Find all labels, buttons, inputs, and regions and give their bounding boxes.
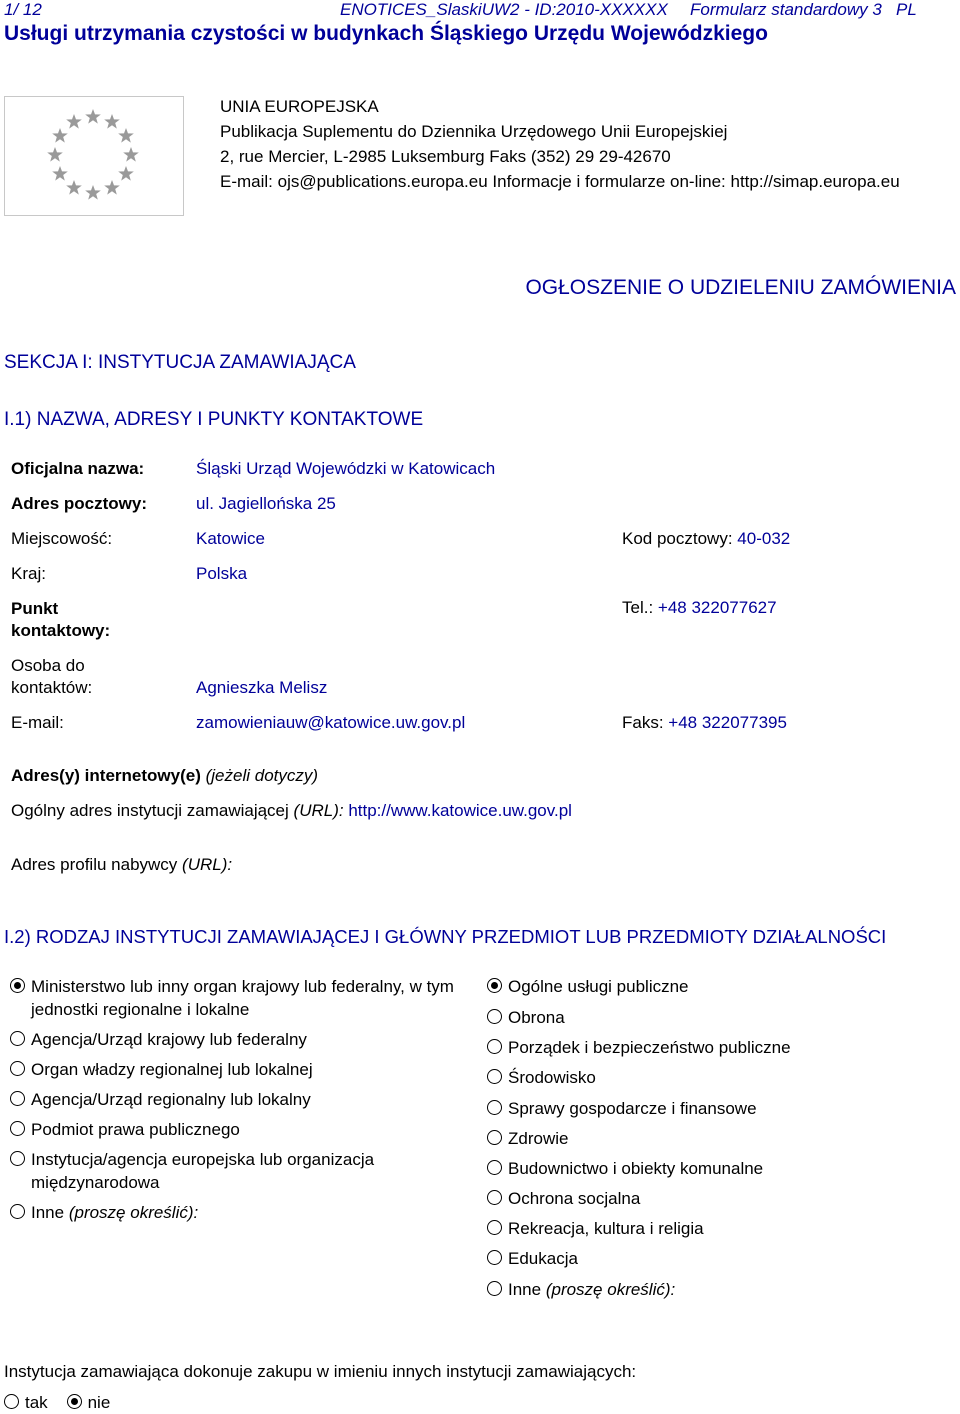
subsection-heading-i1: I.1) NAZWA, ADRESY I PUNKTY KONTAKTOWE [4,409,424,430]
city-label: Miejscowość: [11,529,113,548]
option-text: Ochrona socjalna [508,1189,641,1208]
radio-checked-icon[interactable] [487,978,502,993]
option-text: Obrona [508,1008,565,1027]
contact-point-label [11,598,110,642]
option-text: Ogólne usługi publiczne [508,977,689,996]
authority-type-option-label [31,1118,462,1141]
option-note: (proszę określić): [68,1203,199,1222]
radio-no-icon[interactable] [67,1394,82,1409]
authority-type-option[interactable] [10,1201,465,1224]
main-activity-option-label [508,1006,924,1029]
notice-title: OGŁOSZENIE O UDZIELENIU ZAMÓWIENIA [525,276,956,299]
internet-note: (jeżeli dotyczy) [205,766,319,785]
fax-field [622,713,787,733]
main-activity-option[interactable] [487,1006,927,1029]
main-activity-option-label [508,1217,924,1240]
document-id: ENOTICES_SlaskiUW2 - ID:2010-XXXXXX [340,0,668,19]
radio-unchecked-icon[interactable] [10,1151,25,1166]
email-value[interactable]: zamowieniauw@katowice.uw.gov.pl [196,713,466,732]
authority-type-option-label [31,1201,462,1224]
eu-address: 2, rue Mercier, L-2985 Luksemburg Faks (352) 29 29-42670 [220,147,671,166]
radio-unchecked-icon[interactable] [10,1061,25,1076]
radio-unchecked-icon[interactable] [487,1160,502,1175]
country-label: Kraj: [11,564,46,583]
general-url-tag: (URL): [293,801,344,820]
option-note: (proszę określić): [545,1280,676,1299]
option-text: Agencja/Urząd regionalny lub lokalny [31,1090,311,1109]
main-activity-option-label [508,975,924,998]
on-behalf-no[interactable] [67,1393,111,1412]
general-url-row [11,801,572,821]
option-text: Porządek i bezpieczeństwo publiczne [508,1038,791,1057]
radio-unchecked-icon[interactable] [487,1069,502,1084]
internet-addresses-heading [11,766,318,786]
eu-stars-icon [5,97,183,215]
fax-label: Faks: [622,713,664,732]
contact-person-value: Agnieszka Melisz [196,678,328,697]
option-text: Rekreacja, kultura i religia [508,1219,704,1238]
authority-type-option[interactable] [10,1028,465,1051]
radio-unchecked-icon[interactable] [487,1009,502,1024]
option-text: Zdrowie [508,1129,569,1148]
no-label: nie [87,1393,111,1412]
postcode-value: 40-032 [737,529,791,548]
phone-label: Tel.: [622,598,654,617]
email-label: E-mail: [11,713,64,732]
main-activity-option[interactable] [487,975,927,998]
radio-yes-icon[interactable] [4,1394,19,1409]
option-text: Podmiot prawa publicznego [31,1120,240,1139]
option-text: Sprawy gospodarcze i finansowe [508,1099,757,1118]
radio-checked-icon[interactable] [10,978,25,993]
authority-type-option[interactable] [10,1088,465,1111]
main-activity-option-label [508,1157,924,1180]
yes-label: tak [25,1393,48,1412]
official-name-value: Śląski Urząd Wojewódzki w Katowicach [196,459,496,478]
main-activity-option-label [508,1247,924,1270]
authority-type-option-label [31,1148,462,1194]
form-type [690,0,917,20]
internet-label: Adres(y) internetowy(e) [11,766,201,785]
contact-person-label [11,655,92,699]
phone-field [622,598,777,618]
radio-unchecked-icon[interactable] [487,1250,502,1265]
person-label-line2: kontaktów: [11,678,93,697]
main-activity-option[interactable] [487,1278,927,1301]
main-activity-option[interactable] [487,1217,927,1240]
main-activity-option-label [508,1127,924,1150]
form-name: Formularz standardowy 3 [690,0,882,19]
phone-value: +48 322077627 [657,598,777,617]
country-value: Polska [196,564,248,583]
main-activity-option-label [508,1066,924,1089]
contact-label-line2: kontaktowy: [11,621,111,640]
main-activity-option[interactable] [487,1036,927,1059]
official-name-label: Oficjalna nazwa: [11,459,145,478]
city-value: Katowice [196,529,265,548]
option-text: Ministerstwo lub inny organ krajowy lub federalny, w tym jednostki regionalne i lokalne [31,977,454,1019]
authority-type-option[interactable] [10,1058,465,1081]
buyer-profile-label: Adres profilu nabywcy [11,855,178,874]
address-value: ul. Jagiellońska 25 [196,494,336,513]
radio-unchecked-icon[interactable] [487,1281,502,1296]
main-activity-option[interactable] [487,1127,927,1150]
radio-unchecked-icon[interactable] [10,1031,25,1046]
main-activity-option-label [508,1097,924,1120]
eu-publication: Publikacja Suplementu do Dziennika Urzędowego Unii Europejskiej [220,122,728,141]
authority-type-option[interactable] [10,1148,465,1194]
radio-unchecked-icon[interactable] [10,1091,25,1106]
general-url-label: Ogólny adres instytucji zamawiającej [11,801,289,820]
fax-value: +48 322077395 [668,713,787,732]
postcode-label: Kod pocztowy: [622,529,733,548]
buyer-profile-tag: (URL): [182,855,233,874]
main-activity-option[interactable] [487,1066,927,1089]
person-label-line1: Osoba do [11,656,85,675]
on-behalf-options [4,1393,110,1413]
radio-unchecked-icon[interactable] [487,1039,502,1054]
radio-unchecked-icon[interactable] [487,1220,502,1235]
authority-type-option-label [31,1028,462,1051]
main-activity-option[interactable] [487,1187,927,1210]
main-activity-option-label [508,1187,924,1210]
document-title: Usługi utrzymania czystości w budynkach Śląskiego Urzędu Wojewódzkiego [4,22,768,45]
buyer-profile-row [11,855,232,875]
on-behalf-yes[interactable] [4,1393,48,1412]
radio-unchecked-icon[interactable] [487,1190,502,1205]
option-text: Inne [508,1280,542,1299]
main-activity-option-label [508,1036,924,1059]
radio-unchecked-icon[interactable] [10,1204,25,1219]
postcode-field [622,529,790,549]
option-text: Edukacja [508,1249,578,1268]
page-number: 1/ 12 [4,0,42,19]
main-activity-option[interactable] [487,1157,927,1180]
address-label: Adres pocztowy: [11,494,148,513]
eu-flag-logo [4,96,184,216]
option-text: Organ władzy regionalnej lub lokalnej [31,1060,313,1079]
radio-unchecked-icon[interactable] [487,1100,502,1115]
section-title: SEKCJA I: INSTYTUCJA ZAMAWIAJĄCA [4,352,356,373]
eu-contact: E-mail: ojs@publications.europa.eu Informacje i formularze on-line: http://simap.europa.eu [220,172,900,191]
authority-type-option[interactable] [10,975,465,1021]
radio-unchecked-icon[interactable] [487,1130,502,1145]
main-activity-option[interactable] [487,1097,927,1120]
contact-label-line1: Punkt [11,599,59,618]
on-behalf-question: Instytucja zamawiająca dokonuje zakupu w imieniu innych instytucji zamawiających: [4,1362,637,1381]
authority-type-option-label [31,1058,462,1081]
general-url-value[interactable]: http://www.katowice.uw.gov.pl [348,801,572,820]
main-activity-option[interactable] [487,1247,927,1270]
main-activity-option-label [508,1278,924,1301]
option-text: Środowisko [508,1068,596,1087]
option-text: Budownictwo i obiekty komunalne [508,1159,764,1178]
option-text: Instytucja/agencja europejska lub organizacja międzynarodowa [31,1150,375,1192]
form-language: PL [895,0,917,19]
authority-type-option-label [31,975,462,1021]
option-text: Inne [31,1203,65,1222]
authority-type-option-label [31,1088,462,1111]
eu-publication-info [220,94,900,194]
authority-type-option[interactable] [10,1118,465,1141]
radio-unchecked-icon[interactable] [10,1121,25,1136]
option-text: Agencja/Urząd krajowy lub federalny [31,1030,307,1049]
eu-name: UNIA EUROPEJSKA [220,97,379,116]
subsection-heading-i2: I.2) RODZAJ INSTYTUCJI ZAMAWIAJĄCEJ I GŁÓWNY PRZEDMIOT LUB PRZEDMIOTY DZIAŁALNOŚCI [4,926,887,947]
